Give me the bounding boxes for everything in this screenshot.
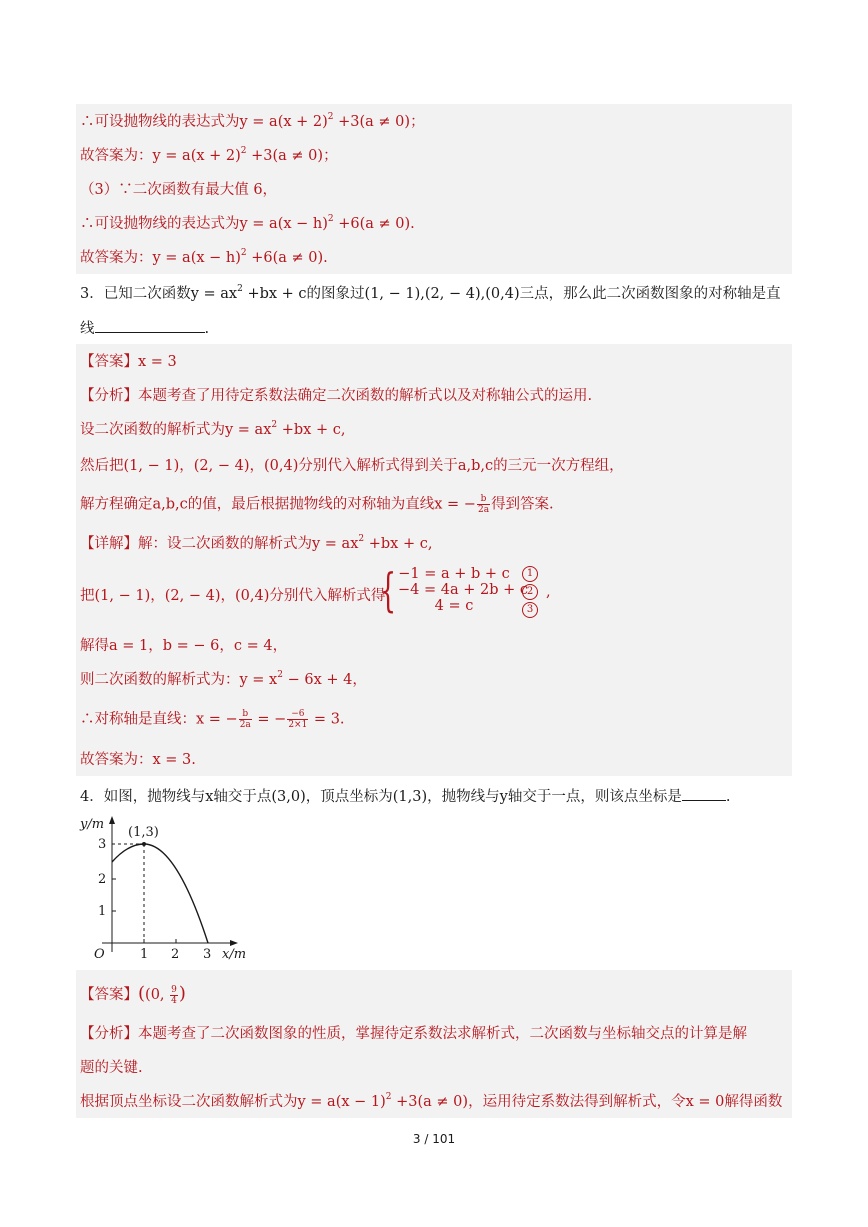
question-3-line1: 3．已知二次函数$y = ax^2 +bx + c$的图象过(1, − 1),(2, − 4),(0,4)三点，那么此二次函数图象的对称轴是直: [80, 284, 781, 302]
x-axis-arrow: [230, 940, 238, 946]
text-line: ∴可设抛物线的表达式为$y = a(x + 2)^2 +3(a \ne 0)$；: [80, 112, 425, 130]
text-line: 故答案为：x = 3.: [80, 752, 196, 768]
equation: 4 = c: [434, 598, 474, 614]
equation: −4 = 4a + 2b + c: [398, 582, 528, 598]
text-line: ∴可设抛物线的表达式为$y = a(x - h)^2 +6(a \ne 0)$.: [80, 214, 415, 232]
circled-number: 1: [522, 566, 538, 582]
fraction: $\frac{b}{2a}$: [239, 709, 251, 730]
punctuation: ,: [546, 584, 551, 600]
text-line: 把(1, − 1)，(2, − 4)，(0,4)分别代入解析式得: [80, 588, 386, 604]
answer-line: 【答案】((0, $\frac{9}{4}$ ): [80, 983, 186, 1006]
question-4-line: 4．如图，抛物线与x轴交于点(3,0)，顶点坐标为(1,3)，抛物线与y轴交于一点，则该点坐标是 .: [80, 786, 730, 807]
y-tick-label: 1: [98, 904, 107, 919]
question-3-line2: 线 .: [80, 318, 209, 339]
circled-number: 3: [522, 602, 538, 618]
brace: {: [380, 563, 397, 617]
answer-blank: [95, 318, 205, 333]
text-line: 解得a = 1，b = − 6，c = 4，: [80, 638, 288, 654]
equation: −1 = a + b + c: [398, 566, 510, 582]
fraction: $\frac{b}{2a}$: [477, 494, 490, 515]
text-line: 然后把(1, − 1)，(2, − 4)，(0,4)分别代入解析式得到关于a,b,c的三元一次方程组，: [80, 458, 624, 474]
text-line: ∴对称轴是直线：x = − $\frac{b}{2a}$ = − $\frac{-6}{2\times 1}$ = 3.: [80, 709, 345, 730]
fraction: $\frac{9}{4}$: [171, 984, 177, 1006]
page-number: 3 / 101: [412, 1132, 456, 1146]
text-line: 则二次函数的解析式为：$y = x^2 - 6x + 4$，: [80, 670, 367, 688]
text-line: 故答案为：$y = a(x - h)^2 +6(a \ne 0)$.: [80, 248, 328, 266]
y-tick-label: 2: [98, 872, 107, 887]
x-axis-label: x/m: [222, 947, 247, 962]
detail-line: 【详解】解：设二次函数的解析式为$y = ax^2 +bx + c$,: [80, 534, 433, 552]
vertex-label: (1,3): [128, 825, 159, 840]
x-tick-label: 1: [140, 947, 149, 962]
text-line: 故答案为：$y = a(x + 2)^2 +3(a \ne 0)$；: [80, 146, 338, 164]
answer-blank: [682, 786, 726, 801]
circled-number: 2: [522, 584, 538, 600]
fraction: $\frac{-6}{2\times 1}$: [288, 709, 308, 730]
parabola-graph: [76, 812, 276, 962]
text-line: 根据顶点坐标设二次函数解析式为$y = a(x - 1)^2 +3(a \ne 0)$，运用待定系数法得到解析式，令x = 0解得函数: [80, 1092, 783, 1110]
y-axis-label: y/m: [80, 817, 105, 832]
parabola-curve: [112, 844, 208, 943]
origin-label: O: [94, 947, 105, 962]
vertex-point: [142, 842, 146, 846]
text-line: （3）∵二次函数有最大值 6，: [80, 182, 278, 198]
y-axis-arrow: [109, 816, 115, 824]
text-line: 解方程确定a,b,c的值，最后根据抛物线的对称轴为直线x = − $\frac{b}{2a}$ 得到答案.: [80, 494, 554, 515]
answer-line: 【答案】x = 3: [80, 354, 177, 370]
x-tick-label: 2: [171, 947, 180, 962]
y-tick-label: 3: [98, 837, 107, 852]
text-line: 题的关键.: [80, 1060, 143, 1076]
analysis-line: 【分析】本题考查了用待定系数法确定二次函数的解析式以及对称轴公式的运用.: [80, 388, 593, 404]
x-tick-label: 3: [203, 947, 212, 962]
analysis-line: 【分析】本题考查了二次函数图象的性质，掌握待定系数法求解析式，二次函数与坐标轴交点的计算是解: [80, 1026, 747, 1042]
text-line: 设二次函数的解析式为$y = ax^2 +bx + c$,: [80, 420, 346, 438]
